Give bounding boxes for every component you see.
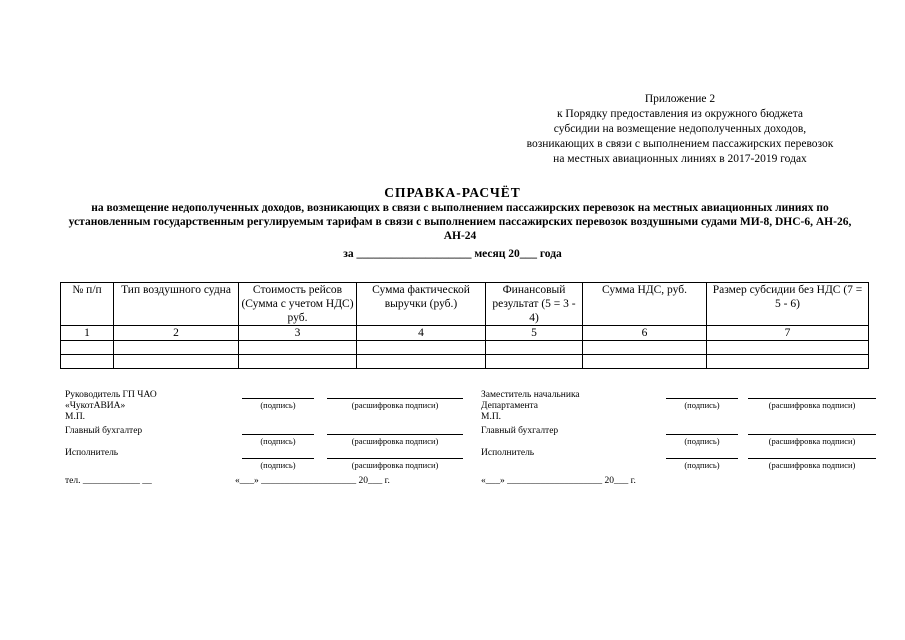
table-cell[interactable] (114, 355, 239, 369)
decode-caption: (расшифровка подписи) (768, 400, 856, 410)
signature-decode-line[interactable] (748, 458, 876, 459)
decode-caption: (расшифровка подписи) (351, 460, 439, 470)
table-cell[interactable] (239, 341, 357, 355)
signature-caption: (подпись) (684, 400, 720, 410)
left-accountant-label: Главный бухгалтер (65, 426, 143, 436)
column-number: 6 (583, 326, 707, 341)
signature-decode-line[interactable] (327, 434, 463, 435)
table-row (61, 355, 869, 369)
table-cell[interactable] (239, 355, 357, 369)
left-date: «___» ____________________ 20___ г. (235, 476, 390, 486)
column-number: 2 (114, 326, 239, 341)
signature-line[interactable] (666, 458, 738, 459)
signature-caption: (подпись) (684, 460, 720, 470)
table-header-cell: Финансовый результат (5 = 3 - 4) (486, 283, 583, 326)
decode-caption: (расшифровка подписи) (351, 400, 439, 410)
table-number-row (61, 326, 869, 341)
table-cell[interactable] (583, 355, 707, 369)
appendix-line: на местных авиационных линиях в 2017-2019 годах (553, 153, 807, 165)
table-cell[interactable] (114, 341, 239, 355)
table-cell[interactable] (61, 341, 114, 355)
column-number: 7 (707, 326, 869, 341)
table-cell[interactable] (583, 341, 707, 355)
column-number: 3 (239, 326, 357, 341)
column-number: 1 (61, 326, 114, 341)
table-cell[interactable] (61, 355, 114, 369)
signature-decode-line[interactable] (748, 398, 876, 399)
signature-line[interactable] (666, 434, 738, 435)
right-head-label: Заместитель начальника Департамента М.П. (481, 390, 580, 422)
appendix-line: к Порядку предоставления из окружного бюджета (556, 108, 804, 120)
table-header-cell: Сумма НДС, руб. (583, 283, 707, 326)
table-header-cell: № п/п (61, 283, 114, 326)
table-cell[interactable] (707, 341, 869, 355)
appendix-line: возникающих в связи с выполнением пассажирских перевозок (526, 138, 834, 150)
signature-line[interactable] (242, 434, 314, 435)
appendix-line: Приложение 2 (644, 93, 716, 105)
document-title: СПРАВКА-РАСЧЁТ (384, 185, 521, 200)
table-row (61, 341, 869, 355)
table-cell[interactable] (486, 341, 583, 355)
table-header-cell: Сумма фактической выручки (руб.) (357, 283, 486, 326)
signature-caption: (подпись) (260, 436, 296, 446)
right-executor-label: Исполнитель (481, 448, 535, 458)
left-head-label: Руководитель ГП ЧАО «ЧукотАВИА» М.П. (65, 390, 157, 422)
table-cell[interactable] (486, 355, 583, 369)
table-header-cell: Тип воздушного судна (114, 283, 239, 326)
signature-decode-line[interactable] (327, 458, 463, 459)
column-number: 5 (486, 326, 583, 341)
signature-decode-line[interactable] (327, 398, 463, 399)
table-header-cell: Стоимость рейсов (Сумма с учетом НДС) руб. (239, 283, 357, 326)
decode-caption: (расшифровка подписи) (768, 436, 856, 446)
phone-label: тел. ____________ __ (65, 476, 152, 486)
right-accountant-label: Главный бухгалтер (481, 426, 559, 436)
right-date: «___» ____________________ 20___ г. (481, 476, 636, 486)
left-executor-label: Исполнитель (65, 448, 119, 458)
table-header-row (61, 283, 869, 326)
table-cell[interactable] (357, 355, 486, 369)
signature-line[interactable] (666, 398, 738, 399)
table-header-cell: Размер субсидии без НДС (7 = 5 - 6) (707, 283, 869, 326)
decode-caption: (расшифровка подписи) (351, 436, 439, 446)
signature-line[interactable] (242, 458, 314, 459)
signature-decode-line[interactable] (748, 434, 876, 435)
decode-caption: (расшифровка подписи) (768, 460, 856, 470)
period-line: за ____________________ месяц 20___ года (343, 248, 562, 260)
appendix-line: субсидии на возмещение недополученных доходов, (553, 123, 807, 135)
signature-caption: (подпись) (260, 460, 296, 470)
appendix-header (500, 92, 860, 167)
table-cell[interactable] (357, 341, 486, 355)
column-number: 4 (357, 326, 486, 341)
signature-caption: (подпись) (684, 436, 720, 446)
signature-line[interactable] (242, 398, 314, 399)
document-subtitle: на возмещение недополученных доходов, возникающих в связи с выполнением пассажирских перевозок на местных авиационных линиях по установленным государственным регулируемым тарифам в связи с выполнением пассажирских перевозок воздушными судами МИ-8, DHC-6, АН-26, АН-24 (68, 202, 852, 242)
signature-caption: (подпись) (260, 400, 296, 410)
calculation-table (60, 282, 869, 369)
table-cell[interactable] (707, 355, 869, 369)
